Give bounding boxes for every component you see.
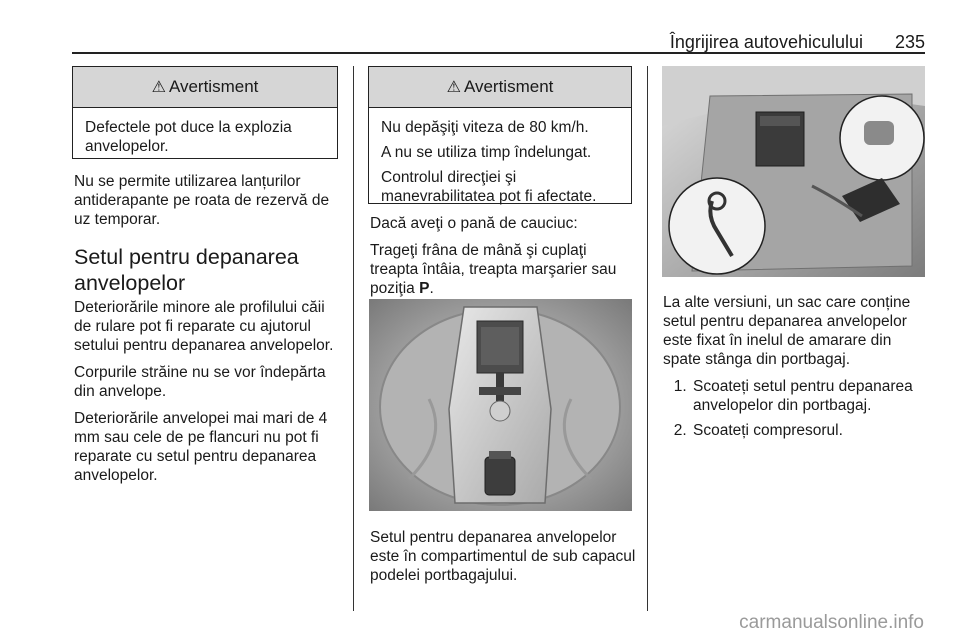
paragraph: La alte versiuni, un sac care conține setul pentru depanarea anvelopelor este fixat în inelul de amarare din spate stânga din portbagaj. — [663, 294, 911, 368]
paragraph: Trageţi frâna de mână şi cuplaţi treapta întâia, treapta marşarier sau poziţia P. — [370, 242, 617, 297]
trunk-text — [663, 293, 931, 446]
warning-triangle-icon: ⚠ — [151, 79, 166, 96]
warning-line: Controlul direcţiei şi manevrabilitatea pot fi afectate. — [381, 169, 597, 205]
paragraph: Nu se permite utilizarea lanțurilor antiderapante pe roata de rezervă de uz temporar. — [74, 173, 330, 228]
column-divider — [353, 66, 354, 611]
warning-title: Avertisment — [463, 77, 554, 96]
watermark: carmanualsonline.info — [739, 612, 924, 633]
column-divider — [647, 66, 648, 611]
page-number: 235 — [894, 32, 925, 52]
paragraph: Deteriorările anvelopei mai mari de 4 mm sau cele de pe flancuri nu pot fi reparate cu setul pentru depanarea anvelopelor. — [74, 410, 328, 484]
warning-line: A nu se utiliza timp îndelungat. — [381, 144, 592, 161]
photo-caption — [370, 528, 638, 593]
steps-list — [663, 377, 931, 440]
list-item: 2. Scoateți compresorul. — [691, 421, 931, 440]
floor-compartment-illustration — [369, 299, 632, 511]
header-rule — [72, 52, 925, 54]
warning-title: Avertisment — [168, 77, 259, 96]
flat-tire-text — [370, 214, 635, 306]
photo-trunk-bag — [662, 66, 925, 277]
paragraph: Dacă aveţi o pană de cauciuc: — [370, 215, 578, 232]
list-item: 1. Scoateți setul pentru depanarea anvelopelor din portbagaj. — [691, 377, 931, 415]
trunk-repair-kit-illustration — [662, 66, 925, 277]
warning-box — [368, 66, 632, 204]
warning-line: Nu depăşiţi viteza de 80 km/h. — [381, 119, 589, 136]
chains-note — [74, 172, 344, 237]
warning-box — [72, 66, 338, 159]
page-header — [72, 32, 925, 50]
caption: Setul pentru depanarea anvelopelor este în compartimentul de sub capacul podelei portbagajului. — [370, 529, 636, 584]
warning-triangle-icon: ⚠ — [446, 79, 461, 96]
chapter-title: Îngrijirea autovehiculului — [669, 32, 863, 52]
section-heading: Setul pentru depanarea anvelopelor — [74, 245, 299, 295]
paragraph: Deteriorările minore ale profilului căii de rulare pot fi reparate cu ajutorul setului pentru depanarea anvelopelor. — [74, 299, 334, 354]
warning-header — [73, 67, 337, 108]
warning-body — [73, 108, 337, 156]
warning-header — [369, 67, 631, 108]
photo-floor-compartment — [369, 299, 632, 511]
warning-body — [369, 108, 631, 206]
paragraph: Corpurile străine nu se vor îndepărta din anvelope. — [74, 364, 326, 400]
warning-text: Defectele pot duce la explozia anvelopelor. — [85, 119, 292, 155]
section-body — [74, 298, 346, 493]
